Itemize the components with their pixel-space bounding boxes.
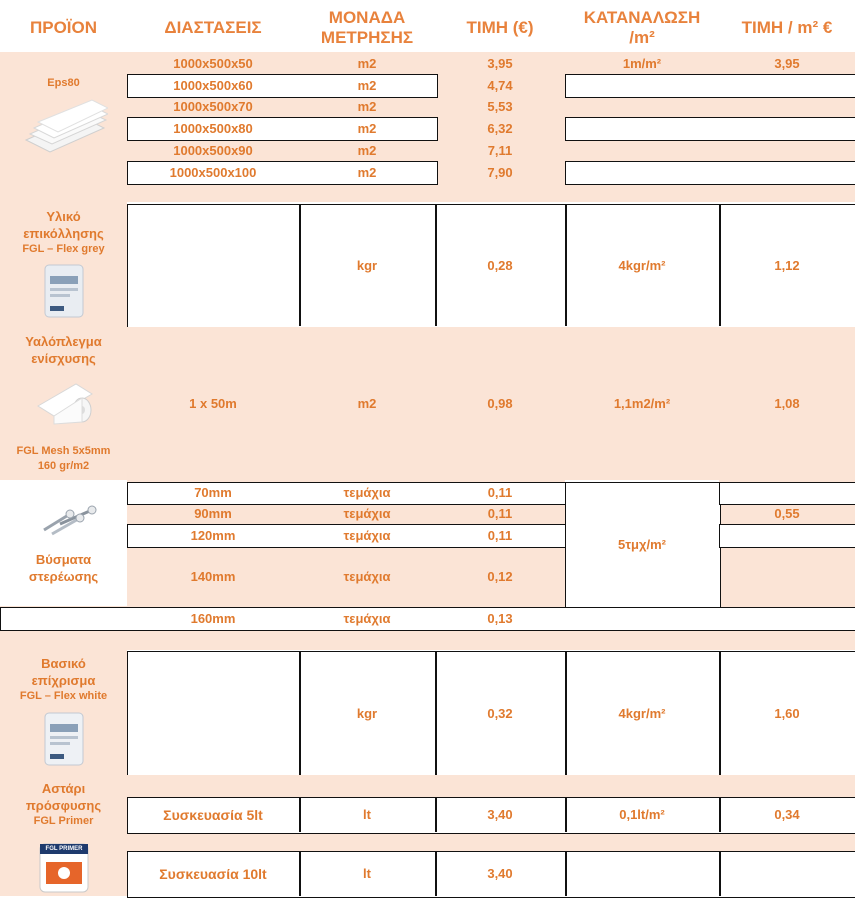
anchors-unit-0: τεμάχια bbox=[343, 485, 391, 500]
anchors-cons: 5τμχ/m² bbox=[618, 536, 666, 552]
adhesive-unit: kgr bbox=[356, 257, 378, 273]
eps-dim-3: 1000x500x80 bbox=[173, 120, 253, 136]
adhesive-name-2: επικόλλησης bbox=[23, 225, 104, 241]
mesh-pm2: 1,08 bbox=[774, 396, 800, 411]
eps-price-5: 7,90 bbox=[487, 164, 513, 180]
primer-price-1: 3,40 bbox=[487, 866, 513, 881]
eps-unit-3: m2 bbox=[357, 120, 377, 136]
mesh-sub-2: 160 gr/m2 bbox=[37, 460, 90, 472]
adhesive-dim bbox=[127, 204, 299, 326]
primer-name-1: Αστάρι bbox=[41, 780, 86, 796]
primer-product-name bbox=[0, 776, 127, 832]
mesh-dim: 1 x 50m bbox=[189, 396, 237, 411]
anchors-product-name bbox=[0, 548, 127, 588]
basecoat-unit: kgr bbox=[356, 705, 378, 721]
eps-dim-1: 1000x500x60 bbox=[173, 77, 253, 93]
anchors-icon bbox=[40, 500, 100, 538]
anchors-unit-4: τεμάχια bbox=[343, 610, 391, 626]
basecoat-price: 0,32 bbox=[487, 705, 513, 721]
anchors-name-1: Βύσματα bbox=[35, 552, 92, 567]
eps-name: Eps80 bbox=[47, 76, 80, 89]
anchors-pm2-box-2 bbox=[719, 524, 855, 548]
adhesive-name-1: Υλικό bbox=[46, 208, 81, 224]
header-product: ΠΡΟΪΟΝ bbox=[29, 18, 98, 37]
adhesive-sub: FGL – Flex grey bbox=[22, 242, 105, 255]
primer-unit-1: lt bbox=[363, 866, 371, 881]
header-unit-line1: ΜΟΝΑΔΑ bbox=[328, 8, 406, 27]
anchors-price-0: 0,11 bbox=[487, 485, 513, 500]
header-unit bbox=[299, 4, 435, 52]
anchors-dim-0: 70mm bbox=[194, 485, 232, 500]
mesh-unit: m2 bbox=[357, 396, 377, 411]
mesh-product-sub bbox=[0, 440, 127, 478]
header-dimensions: ΔΙΑΣΤΑΣΕΙΣ bbox=[164, 18, 262, 37]
anchors-unit-2: τεμάχια bbox=[343, 527, 391, 543]
anchors-price-4: 0,13 bbox=[487, 610, 513, 626]
anchors-dim-2: 120mm bbox=[190, 527, 236, 543]
eps-product-name bbox=[0, 72, 127, 94]
basecoat-name-2: επίχρισμα bbox=[31, 672, 96, 688]
eps-dim-0: 1000x500x50 bbox=[173, 56, 253, 71]
header-price-m2: ΤΙΜΗ / m² € bbox=[741, 18, 833, 37]
mesh-sub-1: FGL Mesh 5x5mm bbox=[16, 445, 111, 457]
primer-bucket-label: FGL PRIMER bbox=[45, 846, 83, 852]
mesh-roll-icon bbox=[36, 380, 94, 426]
eps-unit-0: m2 bbox=[357, 56, 377, 71]
primer-cons-1 bbox=[565, 851, 719, 896]
adhesive-bag-icon bbox=[42, 262, 86, 320]
mesh-name-2: ενίσχυσης bbox=[31, 351, 96, 366]
basecoat-sub: FGL – Flex white bbox=[19, 689, 108, 702]
anchors-name-2: στερέωσης bbox=[28, 569, 99, 584]
primer-bucket-icon bbox=[36, 838, 92, 894]
primer-pm2-1 bbox=[719, 851, 855, 896]
header-price: ΤΙΜΗ (€) bbox=[466, 18, 534, 37]
adhesive-cons: 4kgr/m² bbox=[618, 257, 666, 273]
anchors-pm2: 0,55 bbox=[774, 506, 800, 521]
anchors-price-3: 0,12 bbox=[487, 568, 513, 584]
eps-price-1: 4,74 bbox=[487, 77, 513, 93]
primer-name-2: πρόσφυσης bbox=[25, 797, 102, 813]
eps-unit-2: m2 bbox=[357, 99, 377, 114]
eps-price-3: 6,32 bbox=[487, 120, 513, 136]
primer-unit-0: lt bbox=[363, 807, 371, 822]
anchors-dim-1: 90mm bbox=[194, 506, 232, 521]
eps-price-2: 5,53 bbox=[487, 99, 513, 114]
eps-row-white-3b bbox=[565, 117, 855, 141]
eps-pm2-0: 3,95 bbox=[774, 56, 800, 71]
eps-unit-4: m2 bbox=[357, 142, 377, 158]
anchors-price-2: 0,11 bbox=[487, 527, 513, 543]
basecoat-dim bbox=[127, 651, 299, 775]
anchors-dim-3: 140mm bbox=[190, 568, 236, 584]
mesh-name-1: Υαλόπλεγμα bbox=[25, 334, 102, 349]
header-consumption bbox=[565, 4, 719, 52]
eps-price-4: 7,11 bbox=[487, 142, 513, 158]
anchors-pm2-box-0 bbox=[719, 482, 855, 505]
anchors-price-1: 0,11 bbox=[487, 506, 513, 521]
header-consumption-line1: ΚΑΤΑΝΑΛΩΣΗ bbox=[583, 8, 701, 27]
eps-dim-2: 1000x500x70 bbox=[173, 99, 253, 114]
primer-cons-0: 0,1lt/m² bbox=[619, 807, 665, 822]
primer-sub: FGL Primer bbox=[33, 814, 94, 827]
primer-price-0: 3,40 bbox=[487, 807, 513, 822]
eps-dim-4: 1000x500x90 bbox=[173, 142, 253, 158]
anchors-dim-4: 160mm bbox=[190, 610, 236, 626]
header-consumption-line2: /m² bbox=[629, 28, 655, 47]
anchors-unit-3: τεμάχια bbox=[343, 568, 391, 584]
eps-cons-0: 1m/m² bbox=[622, 56, 662, 71]
eps-unit-1: m2 bbox=[357, 77, 377, 93]
adhesive-price: 0,28 bbox=[487, 257, 513, 273]
eps-dim-5: 1000x500x100 bbox=[169, 164, 257, 180]
mesh-cons: 1,1m2/m² bbox=[613, 396, 671, 411]
eps-row-white-1b bbox=[565, 74, 855, 98]
basecoat-cons: 4kgr/m² bbox=[618, 705, 666, 721]
mesh-price: 0,98 bbox=[487, 396, 513, 411]
header-unit-line2: ΜΕΤΡΗΣΗΣ bbox=[320, 28, 414, 47]
adhesive-product-name bbox=[0, 206, 127, 258]
basecoat-name-1: Βασικό bbox=[41, 655, 86, 671]
basecoat-product-name bbox=[0, 652, 127, 706]
mesh-product-name bbox=[0, 330, 127, 370]
anchors-unit-1: τεμάχια bbox=[343, 506, 391, 521]
adhesive-pm2: 1,12 bbox=[774, 257, 800, 273]
eps-price-0: 3,95 bbox=[487, 56, 513, 71]
eps-row-white-5b bbox=[565, 161, 855, 185]
eps-unit-5: m2 bbox=[357, 164, 377, 180]
eps-boards-icon bbox=[22, 98, 108, 154]
basecoat-bag-icon bbox=[42, 710, 86, 768]
primer-pm2-0: 0,34 bbox=[774, 807, 800, 822]
basecoat-pm2: 1,60 bbox=[774, 705, 800, 721]
primer-dim-1: Συσκευασία 10lt bbox=[159, 865, 267, 882]
primer-dim-0: Συσκευασία 5lt bbox=[163, 806, 263, 823]
